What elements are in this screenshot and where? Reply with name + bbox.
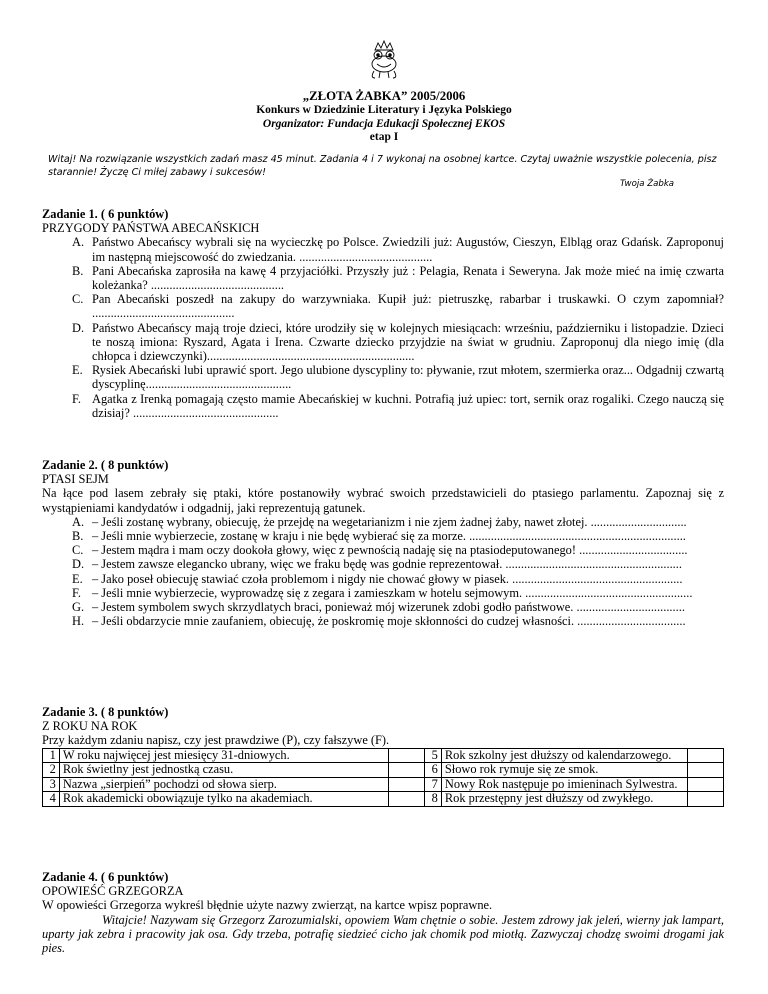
item-label: B. (72, 529, 84, 544)
task-item (42, 515, 724, 529)
statement-number: 6 (425, 763, 442, 778)
signature: Twoja Żabka (620, 179, 675, 189)
item-label: A. (72, 235, 85, 250)
statement-number: 3 (43, 777, 60, 792)
statement-number: 1 (43, 748, 60, 763)
task-item (42, 392, 724, 420)
item-text: Rysiek Abecański lubi uprawić sport. Jego ulubione dyscypliny to: pływanie, rzut młotem, szermierka oraz... Odgadnij czwartą dyscyplinę............................................... (92, 363, 724, 392)
item-label: G. (72, 600, 85, 615)
statement-number: 8 (425, 792, 442, 807)
table-row (43, 792, 724, 807)
item-text: – Jestem symbolem swych skrzydlatych braci, ponieważ mój wizerunek zdobi godło państwowe. ................................... (92, 600, 685, 615)
task-subtitle: OPOWIEŚĆ GRZEGORZA (42, 884, 184, 899)
table-row (43, 777, 724, 792)
statement-text: Słowo rok rymuje się ze smok. (441, 763, 687, 778)
item-text: – Jeśli zostanę wybrany, obiecuję, że przejdę na wegetarianizm i nie zjem żadnej żaby, nawet złotej. ............................... (92, 514, 687, 529)
answer-cell[interactable] (688, 748, 724, 763)
answer-cell[interactable] (688, 792, 724, 807)
item-label: C. (72, 292, 84, 307)
answer-cell[interactable] (389, 763, 425, 778)
task-item (42, 572, 724, 586)
task-subtitle: Z ROKU NA ROK (42, 719, 138, 734)
item-text: Państwo Abecańscy mają troje dzieci, które urodziły się w kolejnych miesiącach: wrześniu, październiku i listopadzie. Dzieci te noszą imiona: Ryszard, Agata i Irena. Czwarte dziecko przyjdzie na świat w grudniu. Zaproponuj dla niego imię (dla chłopca i dziewczynki)................................................................... (92, 320, 724, 364)
task-3 (42, 705, 724, 807)
answer-cell[interactable] (688, 763, 724, 778)
task-item (42, 529, 724, 543)
true-false-table (42, 748, 724, 807)
statement-number: 2 (43, 763, 60, 778)
task-2 (42, 458, 724, 628)
task-intro: Przy każdym zdaniu napisz, czy jest prawdziwe (P), czy fałszywe (F). (42, 733, 390, 748)
item-label: D. (72, 320, 85, 335)
item-label: E. (72, 571, 83, 586)
organizer: Organizator: Fundacja Edukacji Społecznej EKOS (262, 118, 506, 130)
item-text: Pani Abecańska zaprosiła na kawę 4 przyjaciółki. Przyszły już : Pelagia, Renata i Seweryna. Jak może mieć na imię czwarta koleżanka? ........................................... (92, 263, 724, 293)
statement-text: Rok szkolny jest dłuższy od kalendarzowego. (441, 748, 687, 763)
item-label: E. (72, 363, 83, 378)
answer-cell[interactable] (389, 792, 425, 807)
task-subtitle: PTASI SEJM (42, 472, 109, 487)
task-items (42, 235, 724, 420)
task-item (42, 264, 724, 292)
item-text: – Jestem mądra i mam oczy dookoła głowy, więc z pewnością nadaję się na ptasiodeputowanego! ................................... (92, 543, 688, 558)
task-1 (42, 207, 724, 420)
answer-cell[interactable] (688, 777, 724, 792)
task-4 (42, 870, 724, 955)
task-heading: Zadanie 2. ( 8 punktów) (42, 458, 169, 472)
item-text: Państwo Abecańscy wybrali się na wycieczkę po Polsce. Zwiedzili już: Augustów, Cieszyn, Elbląg oraz Gdańsk. Zaproponuj im następną miejscowość do zwiedzania. ........................................... (92, 235, 724, 264)
item-label: F. (72, 391, 81, 406)
item-label: A. (72, 514, 85, 529)
item-text: Pan Abecański poszedł na zakupy do warzywniaka. Kupił już: pietruszkę, rabarbar i truskawki. O czym zapomniał? .............................................. (92, 292, 724, 321)
task-item (42, 614, 724, 628)
item-text: – Jeśli mnie wybierzecie, wyprowadzę się z zegara i zamieszkam w hotelu sejmowym. ...................................................... (92, 585, 693, 600)
item-text: – Jeśli obdarzycie mnie zaufaniem, obiecuję, że poskromię moje skłonności do cudzej własności. ................................... (92, 614, 686, 629)
task-item (42, 321, 724, 364)
answer-cell[interactable] (389, 748, 425, 763)
table-row (43, 748, 724, 763)
statement-text: Rok przestępny jest dłuższy od zwykłego. (441, 792, 687, 807)
item-label: B. (72, 263, 84, 278)
task-item (42, 235, 724, 263)
item-text: – Jako poseł obiecuję stawiać czoła problemom i nigdy nie chować głowy w piasek. ....................................................... (92, 571, 683, 586)
task-intro: W opowieści Grzegorza wykreśl błędnie użyte nazwy zwierząt, na kartce wpisz poprawne. (42, 898, 493, 913)
task-heading: Zadanie 3. ( 8 punktów) (42, 705, 169, 719)
table-row (43, 763, 724, 778)
intro-text: Witaj! Na rozwiązanie wszystkich zadań masz 45 minut. Zadania 4 i 7 wykonaj na osobnej kartce. Czytaj uważnie wszystkie polecenia, pisz starannie! Życzę Ci miłej zabawy i sukcesów! (48, 154, 717, 179)
statement-text: W roku najwięcej jest miesięcy 31-dniowych. (59, 748, 388, 763)
stage: etap I (369, 131, 399, 143)
task-item (42, 557, 724, 571)
statement-text: Rok akademicki obowiązuje tylko na akademiach. (59, 792, 388, 807)
answer-cell[interactable] (389, 777, 425, 792)
task-heading: Zadanie 1. ( 6 punktów) (42, 207, 169, 221)
statement-text: Rok świetlny jest jednostką czasu. (59, 763, 388, 778)
task-item (42, 543, 724, 557)
task-item (42, 363, 724, 391)
task-items (42, 515, 724, 629)
item-label: C. (72, 543, 84, 558)
item-text: Agatka z Irenką pomagają często mamie Abecańskiej w kuchni. Potrafią już upiec: tort, sernik oraz rogaliki. Czego nauczą się dzisiaj? ............................................... (92, 391, 724, 420)
task-intro: Na łące pod lasem zebrały się ptaki, które postanowiły wybrać swoich przedstawicieli do ptasiego parlamentu. Zapoznaj się z wystąpieniami kandydatów i odgadnij, jaki reprezentują gatunek. (42, 486, 724, 515)
frog-logo-icon (366, 40, 402, 80)
item-label: H. (72, 614, 85, 629)
task-heading: Zadanie 4. ( 6 punktów) (42, 870, 169, 884)
item-label: F. (72, 585, 81, 600)
task-item (42, 292, 724, 320)
task-subtitle: PRZYGODY PAŃSTWA ABECAŃSKICH (42, 221, 260, 236)
task-item (42, 586, 724, 600)
task-item (42, 600, 724, 614)
statement-text: Nazwa „sierpień” pochodzi od słowa sierp. (59, 777, 388, 792)
item-text: – Jestem zawsze elegancko ubrany, więc we fraku będę was godnie reprezentował. ......................................................... (92, 557, 682, 572)
statement-number: 4 (43, 792, 60, 807)
item-text: – Jeśli mnie wybierzecie, zostanę w kraju i nie będę wybierać się za morze. ...................................................................... (92, 529, 686, 544)
contest-title: „ZŁOTA ŻABKA” 2005/2006 (302, 89, 466, 103)
statement-text: Nowy Rok następuje po imieninach Sylwestra. (441, 777, 687, 792)
contest-name: Konkurs w Dziedzinie Literatury i Języka Polskiego (256, 104, 512, 116)
statement-number: 7 (425, 777, 442, 792)
statement-number: 5 (425, 748, 442, 763)
item-label: D. (72, 557, 85, 572)
story-text: Witajcie! Nazywam się Grzegorz Zarozumialski, opowiem Wam chętnie o sobie. Jestem zdrowy jak jeleń, wierny jak lampart, uparty jak zebra i pracowity jak osa. Gdy trzeba, potrafię siedzieć cicho jak chomik pod miotłą. Zazwyczaj chodzę swoimi drogami jak pies. (42, 912, 724, 956)
